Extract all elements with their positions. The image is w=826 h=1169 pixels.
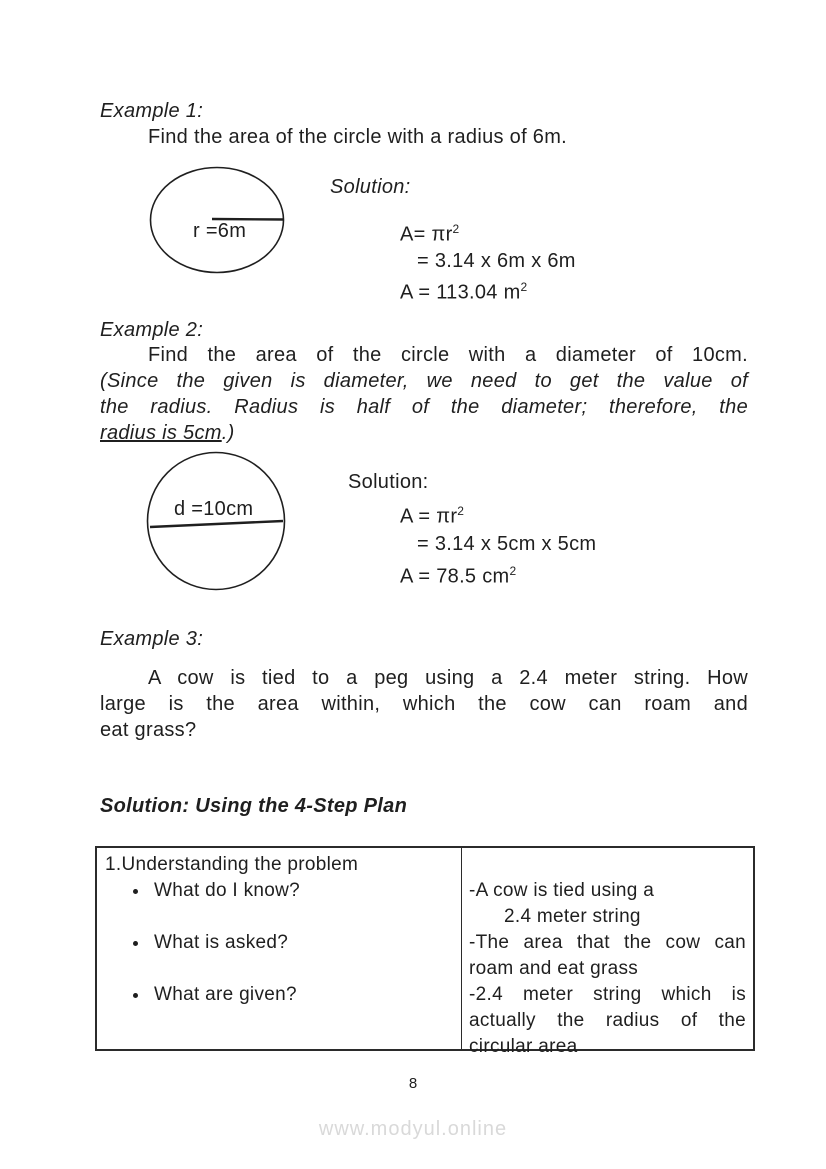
solution2-line3-sup: 2 [509, 563, 517, 578]
solution1-line2: = 3.14 x 6m x 6m [417, 249, 576, 272]
answer-line: circular area [469, 1036, 578, 1057]
solution2-equations [400, 498, 596, 590]
footer-watermark: www.modyul.online [318, 1118, 508, 1140]
solution-plan-heading: Solution: Using the 4-Step Plan [100, 795, 408, 817]
circle-diameter-svg [146, 451, 286, 591]
bullet-item-given [105, 982, 453, 1008]
example3-para-line3: eat grass? [100, 719, 197, 741]
bullet-label: What is asked? [154, 932, 289, 953]
four-step-plan-table [95, 846, 755, 1057]
solution1-equations [400, 216, 576, 305]
example3-heading: Example 3: [100, 628, 204, 650]
solution2-line1-base: A = πr [400, 505, 458, 528]
answer-line: -2.4 meter string which is [469, 984, 746, 1005]
circle-diagram-diameter [146, 451, 286, 591]
solution2-line3 [400, 558, 596, 591]
bullet-icon [133, 889, 138, 894]
table-cell-answers [462, 848, 753, 1057]
example1-heading: Example 1: [100, 100, 204, 122]
bullet-item-know [105, 878, 453, 904]
example2-paragraph [100, 342, 748, 446]
example2-para-line1: Find the area of the circle with a diameter of 10cm. [148, 344, 748, 366]
bullet-item-asked [105, 930, 453, 956]
bullet-icon [133, 993, 138, 998]
example2-underlined-text: radius is 5cm [100, 422, 222, 444]
solution1-line3 [400, 274, 576, 306]
solution1-line1 [400, 216, 576, 248]
example2-para-line3: the radius. Radius is half of the diameter; therefore, the [100, 396, 748, 418]
example2-after-underline: .) [221, 422, 235, 444]
solution2-line2: = 3.14 x 5cm x 5cm [417, 532, 597, 555]
answer-line: actually the radius of the [469, 1010, 746, 1031]
bullet-label: What do I know? [154, 880, 301, 901]
table-step-header: 1.Understanding the problem [105, 854, 359, 875]
example3-para-line1: A cow is tied to a peg using a 2.4 meter string. How [148, 667, 748, 689]
example3-paragraph [100, 665, 748, 743]
example3-para-line2: large is the area within, which the cow can roam and [100, 693, 748, 715]
solution2-heading: Solution: [348, 471, 429, 493]
example1-body: Find the area of the circle with a radius of 6m. [148, 126, 568, 148]
solution2-line1-sup: 2 [457, 504, 464, 518]
solution1-heading: Solution: [330, 176, 411, 198]
solution2-line1 [400, 498, 596, 531]
page-number: 8 [408, 1075, 418, 1092]
bullet-icon [133, 941, 138, 946]
radius-label: r =6m [193, 220, 247, 242]
answer-line: -A cow is tied using a [469, 880, 655, 901]
answer-line: 2.4 meter string [504, 906, 641, 927]
circle-diagram-radius [149, 166, 285, 274]
example2-para-line2: (Since the given is diameter, we need to get the value of [100, 370, 748, 392]
table-cell-questions [97, 848, 462, 1049]
answer-line: -The area that the cow can [469, 932, 746, 953]
solution1-line1-base: A= πr [400, 223, 453, 246]
diameter-line [150, 521, 283, 527]
solution1-line1-sup: 2 [452, 222, 460, 236]
solution1-line3-sup: 2 [520, 279, 528, 294]
example2-para-line4 [100, 420, 748, 446]
solution2-line3-base: A = 78.5 cm [400, 565, 510, 588]
blank-line [469, 852, 746, 878]
diameter-label: d =10cm [174, 498, 254, 520]
answer-line: roam and eat grass [469, 958, 639, 979]
solution1-line3-base: A = 113.04 m [400, 281, 521, 304]
bullet-label: What are given? [154, 984, 297, 1005]
example2-heading: Example 2: [100, 319, 204, 341]
